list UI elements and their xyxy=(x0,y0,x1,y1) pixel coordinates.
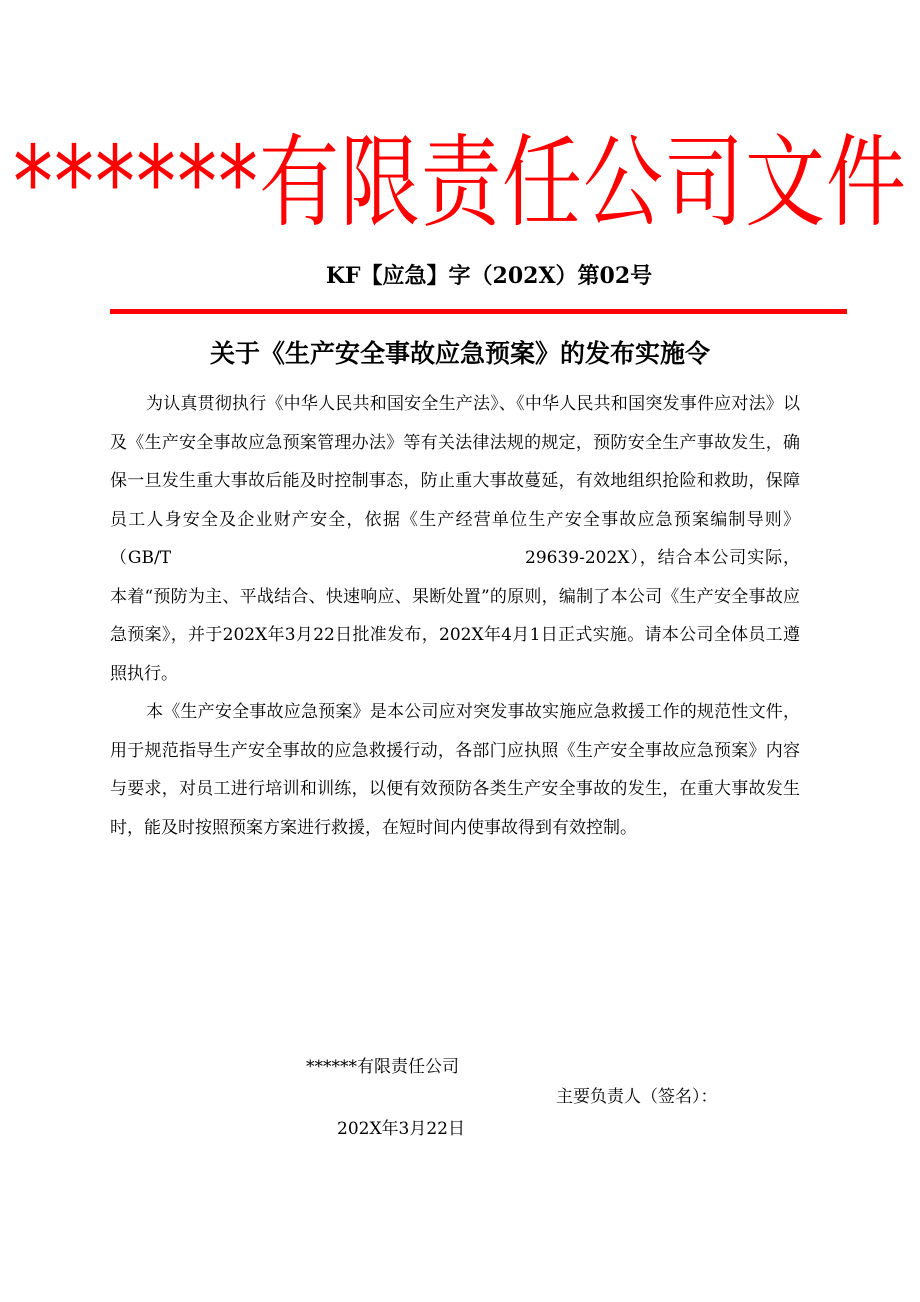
signature-company: ******有限责任公司 xyxy=(306,1057,459,1077)
paragraph-1-text-b: 29639-202X），结合本公司实际，本着“预防为主、平战结合、快速响应、果断处置”的原则，编制了本公司《生产安全事故应急预案》，并于202X年3月22日批准发布，202X年4月1日正式实施。请本公司全体员工遵照执行。 xyxy=(110,548,800,684)
document-title: 关于《生产安全事故应急预案》的发布实施令 xyxy=(209,339,710,368)
document-masthead: ******有限责任公司文件 xyxy=(13,124,907,241)
document-number: KF【应急】字（202X）第02号 xyxy=(325,263,653,289)
signature-person-label: 主要负责人（签名）： xyxy=(556,1087,718,1107)
body-paragraph-1 xyxy=(110,385,800,693)
red-divider-line xyxy=(110,309,847,314)
body-paragraph-2: 本《生产安全事故应急预案》是本公司应对突发事故实施应急救援工作的规范性文件，用于规范指导生产安全事故的应急救援行动，各部门应执照《生产安全事故应急预案》内容与要求，对员工进行培训和训练，以便有效预防各类生产安全事故的发生，在重大事故发生时，能及时按照预案方案进行救援，在短时间内使事故得到有效控制。 xyxy=(110,702,800,838)
signature-date: 202X年3月22日 xyxy=(337,1119,465,1139)
document-body xyxy=(110,385,800,847)
paragraph-1-text-a: 为认真贯彻执行《中华人民共和国安全生产法》、《中华人民共和国突发事件应对法》以及《生产安全事故应急预案管理办法》等有关法律法规的规定，预防安全生产事故发生，确保一旦发生重大事故后能及时控制事态，防止重大事故蔓延，有效地组织抢险和救助，保障员工人身安全及企业财产安全，依据《生产经营单位生产安全事故应急预案编制导则》（GB/T xyxy=(110,394,800,568)
